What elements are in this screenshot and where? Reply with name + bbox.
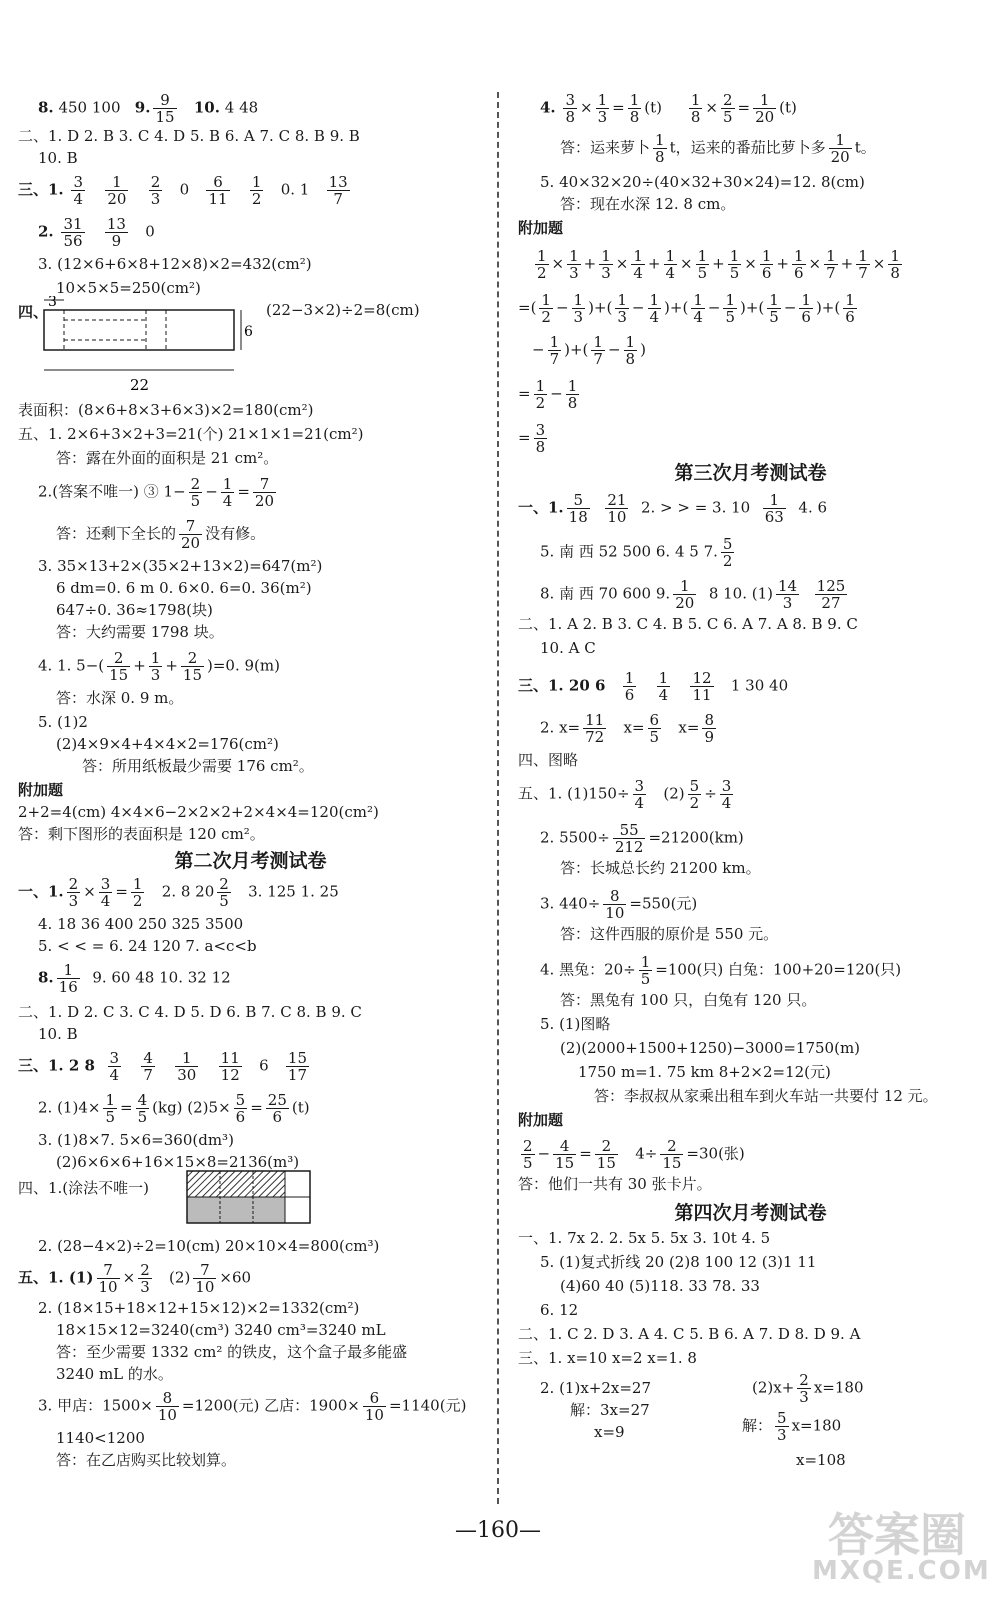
answer-line: 4. 18 36 400 250 325 3500	[38, 915, 244, 933]
answer-line: 3. (1)8×7. 5×6=360(dm³)	[38, 1131, 234, 1149]
answer-line: 答：还剩下全长的 $\frac{7}{20}$ 没有修。	[56, 517, 266, 552]
answer-line: 10. B	[38, 1025, 78, 1043]
answer-line: 8. 450 100 9. $\frac{9}{15}$ 10. 4 48	[38, 91, 259, 126]
watermark-logo: 答案圈 MXQE.COM	[812, 1508, 991, 1586]
answer-line: 3. (12×6+6×8+12×8)×2=432(cm²)	[38, 255, 312, 273]
answer-line: 五、1. (1) $\frac{7}{10}$ × $\frac{2}{3}$ (2) $\frac{7}{10}$ ×60	[18, 1261, 252, 1296]
answer-line: 答：剩下图形的表面积是 120 cm²。	[18, 825, 265, 843]
answer-line: 8. $\frac{1}{16}$ 9. 60 48 10. 32 12	[38, 961, 231, 996]
answer-line: 答：运来萝卜 $\frac{1}{8}$ t，运来的番茄比萝卜多 $\frac{1}{20}$ t。	[560, 131, 876, 166]
section-label: 四、	[18, 303, 49, 321]
answer-line: 解： $\frac{5}{3}$ x=180	[742, 1409, 842, 1444]
answer-line: 2. x= $\frac{11}{72}$ x= $\frac{6}{5}$ x= $\frac{8}{9}$	[540, 711, 714, 746]
answer-line: 答：水深 0. 9 m。	[56, 689, 184, 707]
answer-line: x=108	[796, 1451, 846, 1469]
answer-line: − $\frac{1}{7}$ )+( $\frac{1}{7}$ − $\frac{1}{8}$ )	[532, 333, 646, 368]
answer-line: =( $\frac{1}{2}$ − $\frac{1}{3}$ )+( $\frac{1}{3}$ − $\frac{1}{4}$ )+( $\frac{1}{4}$ − $\frac{1}{5}$ )+( $\frac{1}{5}$ − $\frac{1}{6}$ )+( $\frac{1}{6}$	[518, 291, 855, 326]
answer-line: 二、1. A 2. B 3. C 4. B 5. C 6. A 7. A 8. B 9. C	[518, 615, 858, 633]
answer-line: 2. (18×15+18×12+15×12)×2=1332(cm²)	[38, 1299, 360, 1317]
answer-line: 一、1. $\frac{5}{18}$ $\frac{21}{10}$ 2. > > = 3. 10 $\frac{1}{63}$ 4. 6	[518, 491, 828, 526]
answer-line: 5. < < = 6. 24 120 7. a<c<b	[38, 937, 257, 955]
answer-line: 二、1. C 2. D 3. A 4. C 5. B 6. A 7. D 8. D 9. A	[518, 1325, 861, 1343]
answer-line: 5. (1)2	[38, 713, 88, 731]
answer-line: 3. 甲店：1500× $\frac{8}{10}$ =1200(元) 乙店：1900× $\frac{6}{10}$ =1140(元)	[38, 1389, 467, 1424]
answer-line: 三、1. $\frac{3}{4}$ $\frac{1}{20}$ $\frac{2}{3}$ 0 $\frac{6}{11}$ $\frac{1}{2}$ 0. 1 $\frac{13}{7}$	[18, 173, 348, 208]
answer-line: 2. (1)4× $\frac{1}{5}$ = $\frac{4}{5}$ (kg) (2)5× $\frac{5}{6}$ = $\frac{25}{6}$ (t)	[38, 1091, 310, 1126]
answer-line: 表面积：(8×6+8×3+6×3)×2=180(cm²)	[18, 401, 314, 419]
answer-line: (22−3×2)÷2=8(cm)	[266, 301, 420, 319]
answer-line: 6 dm=0. 6 m 0. 6×0. 6=0. 36(m²)	[56, 579, 312, 597]
answer-line: 答：长城总长约 21200 km。	[560, 859, 761, 877]
answer-line: $\frac{1}{2}$ × $\frac{1}{3}$ + $\frac{1}{3}$ × $\frac{1}{4}$ + $\frac{1}{4}$ × $\frac{1}{5}$ + $\frac{1}{5}$ × $\frac{1}{6}$ + $\frac{1}{6}$ × $\frac{1}{7}$ + $\frac{1}{7}$ × $\frac{1}{8}$	[537, 247, 900, 282]
answer-line: 答：现在水深 12. 8 cm。	[560, 195, 736, 213]
answer-line: 一、1. $\frac{2}{3}$ × $\frac{3}{4}$ = $\frac{1}{2}$ 2. 8 20 $\frac{2}{5}$ 3. 125 1. 25	[18, 875, 339, 910]
answer-line: 10. A C	[540, 639, 596, 657]
answer-line: 647÷0. 36≈1798(块)	[56, 601, 213, 619]
answer-line: 2.(答案不唯一) ③ 1− $\frac{2}{5}$ − $\frac{1}{4}$ = $\frac{7}{20}$	[38, 475, 275, 510]
answer-line: 答：在乙店购买比较划算。	[56, 1451, 237, 1469]
answer-line: (2)6×6×6+16×15×8=2136(m³)	[56, 1153, 300, 1171]
dimension-label: 6	[244, 324, 253, 340]
fraction: $\frac{9}{15}$	[155, 91, 175, 126]
answer-line: 三、1. 20 6 $\frac{1}{6}$ $\frac{1}{4}$ $\frac{12}{11}$ 1 30 40	[518, 669, 789, 704]
answer-line: 2. (1)x+2x=27	[540, 1379, 652, 1397]
answer-line: 答：李叔叔从家乘出租车到火车站一共要付 12 元。	[594, 1087, 938, 1105]
answer-line: 二、1. D 2. C 3. C 4. D 5. D 6. B 7. C 8. B 9. C	[18, 1003, 362, 1021]
section-label: 附加题	[518, 1111, 564, 1129]
answer-line: 一、1. 7x 2. 2. 5x 5. 5x 3. 10t 4. 5	[518, 1229, 771, 1247]
answer-line: 答：所用纸板最少需要 176 cm²。	[82, 757, 314, 775]
answer-line: 3240 mL 的水。	[56, 1365, 173, 1383]
answer-line: 8. 南 西 70 600 9. $\frac{1}{20}$ 8 10. (1) $\frac{14}{3}$ $\frac{125}{27}$	[540, 577, 846, 612]
answer-line: 2. (28−4×2)÷2=10(cm) 20×10×4=800(cm³)	[38, 1237, 380, 1255]
answer-line: 五、1. 2×6+3×2+3=21(个) 21×1×1=21(cm²)	[18, 425, 364, 443]
answer-line: 二、1. D 2. B 3. C 4. D 5. B 6. A 7. C 8. B 9. B	[18, 127, 360, 145]
answer-line: (2)x+ $\frac{2}{3}$ x=180	[752, 1371, 864, 1406]
dimension-label: 3	[48, 296, 57, 310]
answer-line: 10. B	[38, 149, 78, 167]
answer-line: (2)4×9×4+4×4×2=176(cm²)	[56, 735, 279, 753]
section-label: 附加题	[18, 781, 64, 799]
answer-line: 1750 m=1. 75 km 8+2×2=12(元)	[578, 1063, 831, 1081]
answer-line: 答：至少需要 1332 cm² 的铁皮，这个盒子最多能盛	[56, 1343, 408, 1361]
answer-line: 5. 南 西 52 500 6. 4 5 7. $\frac{5}{2}$	[540, 535, 733, 570]
answer-line: 3. 35×13+2×(35×2+13×2)=647(m²)	[38, 557, 323, 575]
answer-line: 6. 12	[540, 1301, 579, 1319]
answer-line: 四、1.(涂法不唯一)	[18, 1179, 150, 1197]
answer-line: 答：露在外面的面积是 21 cm²。	[56, 449, 279, 467]
answer-line: 答：这件西服的原价是 550 元。	[560, 925, 779, 943]
answer-line: 2. 5500÷ $\frac{55}{212}$ =21200(km)	[540, 821, 744, 856]
answer-line: 4. 黑兔：20÷ $\frac{1}{5}$ =100(只) 白兔：100+20=120(只)	[540, 953, 902, 988]
answer-line: = $\frac{1}{2}$ − $\frac{1}{8}$	[518, 377, 578, 412]
answer-line: 解：3x=27	[570, 1401, 650, 1419]
answer-line: = $\frac{3}{8}$	[518, 421, 546, 456]
answer-line: 5. (1)图略	[540, 1015, 611, 1033]
answer-line: 答：他们一共有 30 张卡片。	[518, 1175, 712, 1193]
answer-line: 三、1. 2 8 $\frac{3}{4}$ $\frac{4}{7}$ $\frac{1}{30}$ $\frac{11}{12}$ 6 $\frac{15}{17}$	[18, 1049, 308, 1084]
column-divider	[497, 92, 499, 1504]
answer-line: 18×15×12=3240(cm³) 3240 cm³=3240 mL	[56, 1321, 386, 1339]
answer-line: 五、1. (1)150÷ $\frac{3}{4}$ (2) $\frac{5}{2}$ ÷ $\frac{3}{4}$	[518, 777, 732, 812]
answer-line: 答：大约需要 1798 块。	[56, 623, 224, 641]
section-heading: 第四次月考测试卷	[674, 1202, 827, 1224]
answer-line: 10×5×5=250(cm²)	[56, 279, 201, 297]
section-label: 附加题	[518, 219, 564, 237]
answer-line: (2)(2000+1500+1250)−3000=1750(m)	[560, 1039, 861, 1057]
net-diagram	[36, 296, 256, 406]
answer-line: 5. (1)复式折线 20 (2)8 100 12 (3)1 11	[540, 1253, 817, 1271]
answer-line: x=9	[594, 1423, 625, 1441]
dimension-label: 22	[130, 376, 150, 394]
section-heading: 第三次月考测试卷	[674, 462, 827, 484]
answer-line: (4)60 40 (5)118. 33 78. 33	[560, 1277, 760, 1295]
answer-line: 2+2=4(cm) 4×4×6−2×2×2+2×4×4=120(cm²)	[18, 803, 379, 821]
answer-line: 4. 1. 5−( $\frac{2}{15}$ + $\frac{1}{3}$ + $\frac{2}{15}$ )=0. 9(m)	[38, 649, 280, 684]
answer-line: 5. 40×32×20÷(40×32+30×24)=12. 8(cm)	[540, 173, 865, 191]
answer-line: 1140<1200	[56, 1429, 145, 1447]
page-number: —160—	[455, 1518, 541, 1543]
answer-line: 4. $\frac{3}{8}$ × $\frac{1}{3}$ = $\frac{1}{8}$ (t) $\frac{1}{8}$ × $\frac{2}{5}$ = $\frac{1}{20}$ (t)	[540, 91, 797, 126]
answer-line: 3. 440÷ $\frac{8}{10}$ =550(元)	[540, 887, 698, 922]
section-heading: 第二次月考测试卷	[174, 850, 327, 872]
shading-grid	[186, 1170, 316, 1230]
answer-line: 四、图略	[518, 751, 579, 769]
answer-line: 三、1. x=10 x=2 x=1. 8	[518, 1349, 697, 1367]
answer-line: 答：黑兔有 100 只，白兔有 120 只。	[560, 991, 817, 1009]
answer-line: $\frac{2}{5}$ − $\frac{4}{15}$ = $\frac{2}{15}$ 4÷ $\frac{2}{15}$ =30(张)	[523, 1137, 745, 1172]
answer-line: 2. $\frac{31}{56}$ $\frac{13}{9}$ 0	[38, 215, 155, 250]
